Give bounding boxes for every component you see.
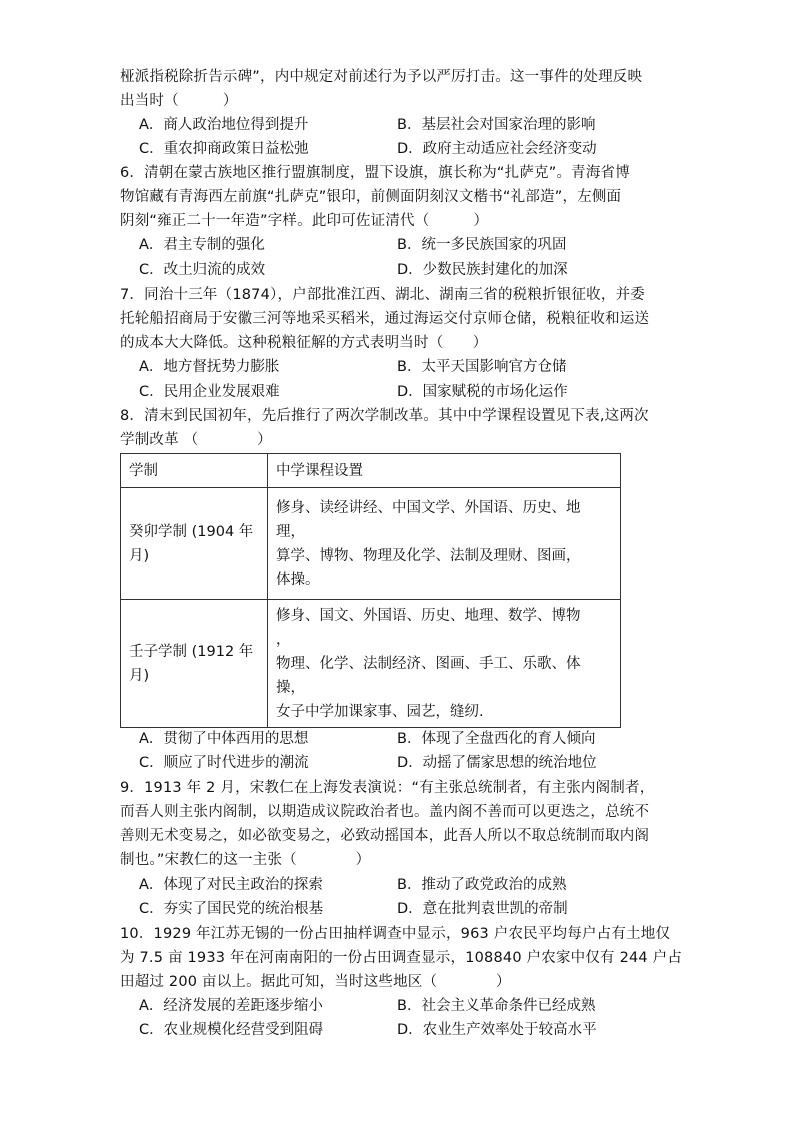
q9-option-b[interactable]: B．推动了政党政治的成熟 [397,877,567,893]
cell-line: 月) [129,667,150,684]
cell-line: 女子中学加课家事、园艺，缝纫. [276,703,484,720]
cell-line: 物理、化学、法制经济、图画、手工、乐歌、体 [276,655,581,672]
q6-line-3: 阴刻“雍正二十一年造”字样。此印可佐证清代（ ） [120,213,489,229]
cell-line: 壬子学制 (1912 年 [129,643,254,660]
q8-line-1: 8．清末到民国初年，先后推行了两次学制改革。其中中学课程设置见下表,这两次 [120,408,649,424]
q7-line-3: 的成本大大降低。这种税粮征解的方式表明当时（ ） [120,335,488,351]
table-row [121,488,621,600]
q10-option-c[interactable]: C．农业规模化经营受到阻碍 [139,1022,324,1038]
cell-line: 算学、博物、物理及化学、法制及理财、图画， [276,547,581,564]
q6-line-2: 物馆藏有青海西左前旗“扎萨克”银印，前侧面阴刻汉文楷书“礼部造”，左侧面 [120,189,622,205]
q7-option-a[interactable]: A．地方督抚势力膨胀 [139,359,280,375]
q8-option-d[interactable]: D．动摇了儒家思想的统治地位 [397,755,597,771]
q7-option-b[interactable]: B．太平天国影响官方仓储 [397,359,567,375]
q5-option-c[interactable]: C．重农抑商政策日益松弛 [139,141,309,157]
q5-option-d[interactable]: D．政府主动适应社会经济变动 [397,141,597,157]
q9-line-1: 9．1913 年 2 月，宋教仁在上海发表演说：“有主张总统制者，有主张内阁制者， [120,780,655,796]
q7-line-1: 7．同治十三年（1874），户部批准江西、湖北、湖南三省的税粮折银征收，并委 [120,287,645,303]
q8-option-b[interactable]: B．体现了全盘西化的育人倾向 [397,731,596,747]
q9-line-4: 制也。”宋教仁的这一主张（ ） [120,852,371,868]
q9-line-3: 善则无术变易之，如必欲变易之，必致动摇国本，此吾人所以不取总统制而取内阁 [120,828,650,844]
q9-option-a[interactable]: A．体现了对民主政治的探索 [139,877,323,893]
q6-option-b[interactable]: B．统一多民族国家的巩固 [397,237,567,253]
q6-option-a[interactable]: A．君主专制的强化 [139,237,265,253]
q7-option-c[interactable]: C．民用企业发展艰难 [139,384,280,400]
q5-line-2: 出当时（ ） [120,93,238,109]
table-cell-system-name [121,488,268,600]
table-cell-courses [268,600,621,728]
q6-line-1: 6．清朝在蒙古族地区推行盟旗制度，盟下设旗，旗长称为“扎萨克”。青海省博 [120,165,630,181]
q8-line-2: 学制改革 （ ） [120,432,272,448]
q10-option-b[interactable]: B．社会主义革命条件已经成熟 [397,998,596,1014]
cell-line: 癸卯学制 (1904 年 [129,523,254,540]
table-header-system: 学制 [121,454,268,488]
cell-line: 修身、国文、外国语、历史、地理、数学、博物 [276,607,581,624]
cell-line: ， [276,631,291,648]
table-cell-system-name [121,600,268,728]
cell-line: 修身、读经讲经、中国文学、外国语、历史、地 [276,499,581,516]
q5-line-1: 桠派指税除折告示碑”，内中规定对前述行为予以严厉打击。这一事件的处理反映 [120,69,643,85]
q7-line-2: 托轮船招商局于安徽三河等地采买稻米，通过海运交付京师仓储，税粮征收和运送 [120,311,650,327]
q5-option-a[interactable]: A．商人政治地位得到提升 [139,117,309,133]
table-row [121,600,621,728]
q8-option-c[interactable]: C．顺应了时代进步的潮流 [139,755,309,771]
q7-option-d[interactable]: D．国家赋税的市场化运作 [397,384,568,400]
q6-option-c[interactable]: C．改土归流的成效 [139,262,266,278]
q9-option-c[interactable]: C．夯实了国民党的统治根基 [139,901,324,917]
q10-line-2: 为 7.5 亩 1933 年在河南南阳的一份占田调查显示，108840 户农家中仅有 244 户占 [120,950,683,966]
curriculum-table [120,453,621,728]
table-header-row [121,454,621,488]
table-cell-courses [268,488,621,600]
q10-line-1: 10．1929 年江苏无锡的一份占田抽样调查中显示，963 户农民平均每户占有土地仅 [120,926,671,942]
cell-line: 理， [276,523,305,540]
cell-line: 月) [129,547,150,564]
cell-line: 操， [276,679,305,696]
q5-option-b[interactable]: B．基层社会对国家治理的影响 [397,117,596,133]
cell-line: 体操。 [276,571,320,588]
q10-line-3: 田超过 200 亩以上。据此可知，当时这些地区（ ） [120,974,511,990]
q9-option-d[interactable]: D．意在批判袁世凯的帝制 [397,901,568,917]
q9-line-2: 而吾人则主张内阁制，以期造成议院政治者也。盖内阁不善而可以更迭之，总统不 [120,804,650,820]
q10-option-d[interactable]: D．农业生产效率处于较高水平 [397,1022,597,1038]
q8-option-a[interactable]: A．贯彻了中体西用的思想 [139,731,309,747]
table-header-courses: 中学课程设置 [268,454,621,488]
q6-option-d[interactable]: D．少数民族封建化的加深 [397,262,568,278]
q10-option-a[interactable]: A．经济发展的差距逐步缩小 [139,998,323,1014]
